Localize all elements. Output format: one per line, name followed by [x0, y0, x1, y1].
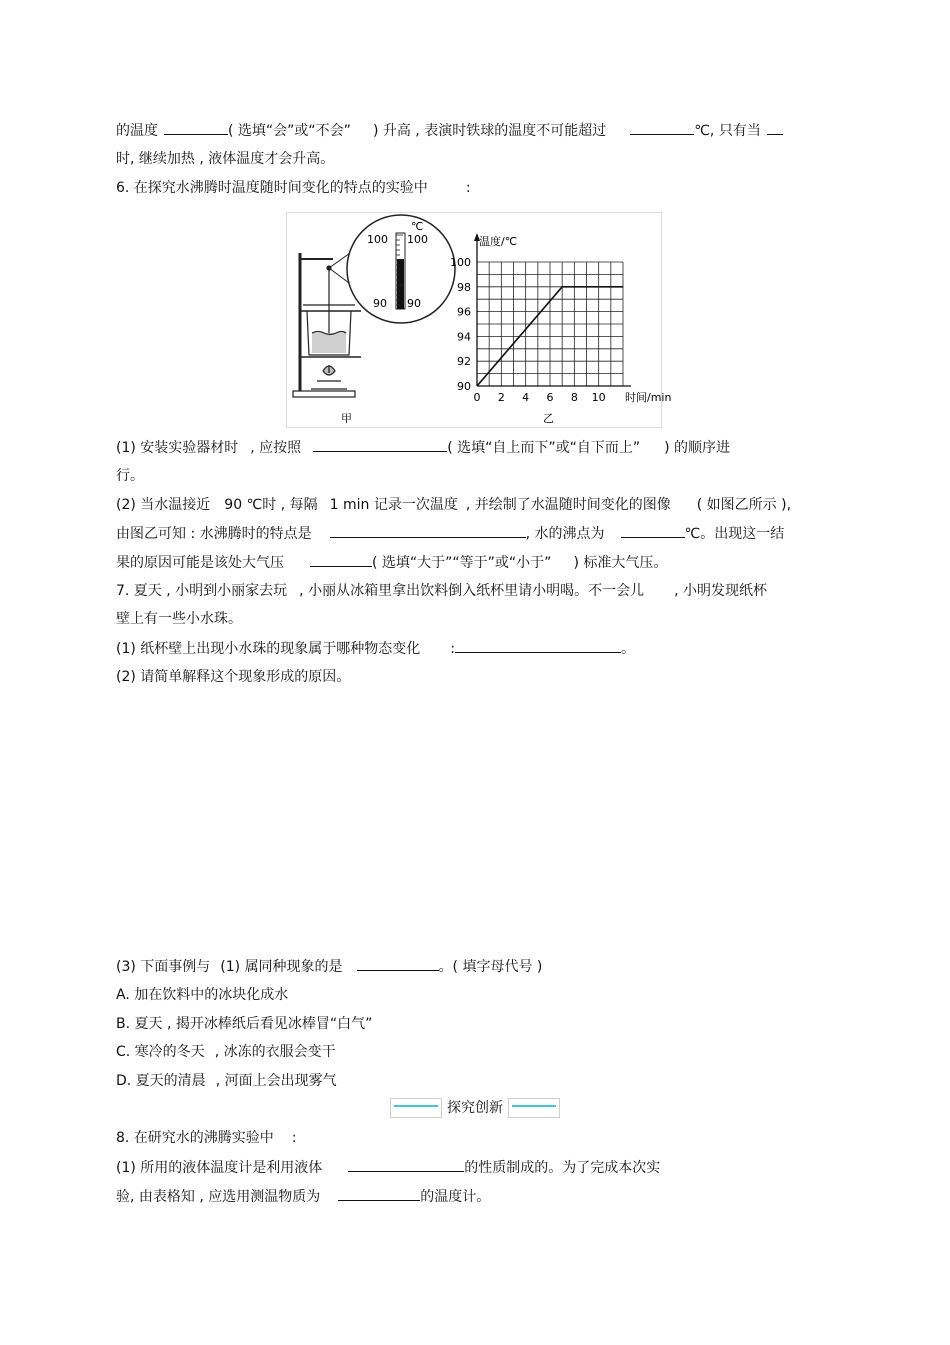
q7-text: D. 夏天的清晨 [116, 1073, 206, 1089]
thermometer-label: 90 [407, 297, 421, 310]
x-tick-label: 10 [591, 391, 606, 404]
answer-blank[interactable] [330, 523, 526, 538]
q6-text: 果的原因可能是该处大气压 [116, 555, 284, 571]
figure-label-jia: 甲 [341, 412, 352, 425]
q6-text: ( 如图乙所示 ), [696, 497, 792, 513]
q7-option-b[interactable]: B. 夏天 , 揭开冰棒纸后看见冰棒冒“白气” [116, 1016, 373, 1032]
q7-stem-line1 [116, 581, 767, 601]
q8-text: 的温度计。 [420, 1189, 491, 1205]
thermometer-label: 100 [367, 233, 388, 246]
thermometer-unit: ℃ [411, 220, 424, 233]
q6-text: , 并绘制了水温随时间变化的图像 [465, 497, 671, 513]
x-tick-label: 8 [570, 391, 578, 404]
q5-text: 的温度 [116, 123, 158, 139]
q7-text: (1) 属同种现象的是 [220, 959, 343, 975]
q7-text: 。( 填字母代号 ) [438, 959, 543, 975]
thermometer-liquid [397, 259, 404, 309]
q7-option-c[interactable] [116, 1042, 336, 1062]
q6-stem-colon: : [465, 180, 471, 196]
q7-text: 。 [621, 641, 635, 657]
q6-text: , 应按照 [250, 440, 302, 456]
q6-text: 90 ℃时 , 每隔 [224, 497, 318, 513]
q5-text: ) 升高 , 表演时铁球的温度不可能超过 [372, 123, 607, 139]
q7-text: , 河面上会出现雾气 [215, 1073, 337, 1089]
q6-text: ( 选填“大于”“等于”或“小于” [372, 555, 552, 571]
q6-part2-line3 [116, 552, 667, 573]
thermometer-label: 100 [407, 233, 428, 246]
q6-text: ( 选填“自上而下”或“自下而上” [447, 440, 641, 456]
q7-text: (3) 下面事例与 [116, 959, 211, 975]
q6-text: (1) 安装实验器材时 [116, 440, 239, 456]
q8-text: (1) 所用的液体温度计是利用液体 [116, 1160, 323, 1176]
q7-option-a[interactable]: A. 加在饮料中的冰块化成水 [116, 987, 289, 1003]
q7-part3 [116, 956, 542, 977]
q7-text: , 冰冻的衣服会变干 [214, 1044, 336, 1060]
answer-blank[interactable] [310, 552, 372, 567]
q5-line-1 [116, 120, 783, 141]
q5-text: ( 选填“会”或“不会” [228, 123, 351, 139]
q7-part1 [116, 638, 635, 659]
y-axis-label: 温度/℃ [479, 235, 518, 248]
answer-blank[interactable] [357, 956, 439, 971]
x-tick-label: 0 [473, 391, 481, 404]
q8-text: 8. 在研究水的沸腾实验中 [116, 1130, 274, 1146]
y-tick-label: 90 [457, 380, 471, 393]
q7-text: : [450, 641, 455, 657]
q8-text: 的性质制成的。为了完成本次实 [464, 1160, 661, 1176]
answer-blank[interactable] [630, 120, 694, 135]
q8-stem [116, 1128, 297, 1148]
answer-blank[interactable] [313, 437, 447, 452]
q7-text: 7. 夏天 , 小明到小丽家去玩 [116, 583, 288, 599]
temperature-time-chart [450, 233, 671, 404]
q7-text: , 小明发现纸杯 [674, 583, 767, 599]
answer-blank[interactable] [348, 1157, 464, 1172]
answer-blank[interactable] [338, 1186, 420, 1201]
q6-part1-line1 [116, 437, 730, 458]
q6-part2-line2 [116, 523, 784, 544]
q7-part2: (2) 请简单解释这个现象形成的原因。 [116, 669, 351, 685]
section-title: 探究创新 [447, 1100, 503, 1116]
figure-label-yi: 乙 [543, 412, 554, 425]
figure-svg [287, 213, 672, 427]
y-tick-label: 100 [450, 256, 471, 269]
answer-blank[interactable] [767, 120, 783, 135]
y-tick-label: 98 [457, 280, 471, 294]
q6-text: ) 的顺序进 [664, 440, 731, 456]
answer-blank[interactable] [164, 120, 228, 135]
q8-part1-line2 [116, 1186, 490, 1207]
q6-text: ) 标准大气压。 [573, 555, 668, 571]
y-tick-label: 94 [457, 330, 471, 344]
banner-decoration-right [508, 1098, 560, 1118]
q5-line-2: 时, 继续加热 , 液体温度才会升高。 [116, 151, 335, 167]
q8-text: 验, 由表格知 , 应选用测温物质为 [116, 1189, 321, 1205]
y-tick-label: 92 [457, 355, 471, 369]
x-tick-label: 6 [546, 391, 554, 404]
x-tick-label: 4 [522, 391, 530, 404]
q7-option-d[interactable] [116, 1071, 337, 1091]
q6-part2-line1 [116, 495, 791, 515]
q7-stem-line2: 壁上有一些小水珠。 [116, 611, 242, 627]
q7-answer-space[interactable] [116, 694, 836, 944]
q6-stem [116, 178, 471, 198]
q6-text: ℃。出现这一结 [684, 526, 785, 542]
q6-text: 1 min 记录一次温度 [329, 497, 458, 513]
q6-stem-text: 6. 在探究水沸腾时温度随时间变化的特点的实验中 [116, 180, 428, 196]
x-tick-label: 2 [497, 391, 505, 404]
q5-text: ℃, 只有当 [694, 123, 761, 139]
q6-text: , 水的沸点为 [525, 526, 605, 542]
q6-text: (2) 当水温接近 [116, 497, 211, 513]
answer-blank[interactable] [621, 523, 685, 538]
q6-text: 由图乙可知 : 水沸腾时的特点是 [116, 526, 312, 542]
answer-blank[interactable] [455, 638, 621, 653]
experiment-figure [286, 212, 672, 428]
y-tick-label: 96 [457, 305, 471, 319]
x-axis-label: 时间/min [625, 391, 672, 404]
thermometer-label: 90 [373, 297, 387, 310]
q8-text: : [291, 1130, 297, 1146]
q8-part1-line1 [116, 1157, 660, 1178]
q7-text: , 小丽从冰箱里拿出饮料倒入纸杯里请小明喝。不一会儿 [299, 583, 645, 599]
banner-decoration-left [390, 1098, 442, 1118]
q7-text: C. 寒冷的冬天 [116, 1044, 205, 1060]
q7-text: (1) 纸杯壁上出现小水珠的现象属于哪种物态变化 [116, 641, 421, 657]
q6-part1-line2: 行。 [116, 468, 144, 484]
section-banner [390, 1096, 560, 1120]
